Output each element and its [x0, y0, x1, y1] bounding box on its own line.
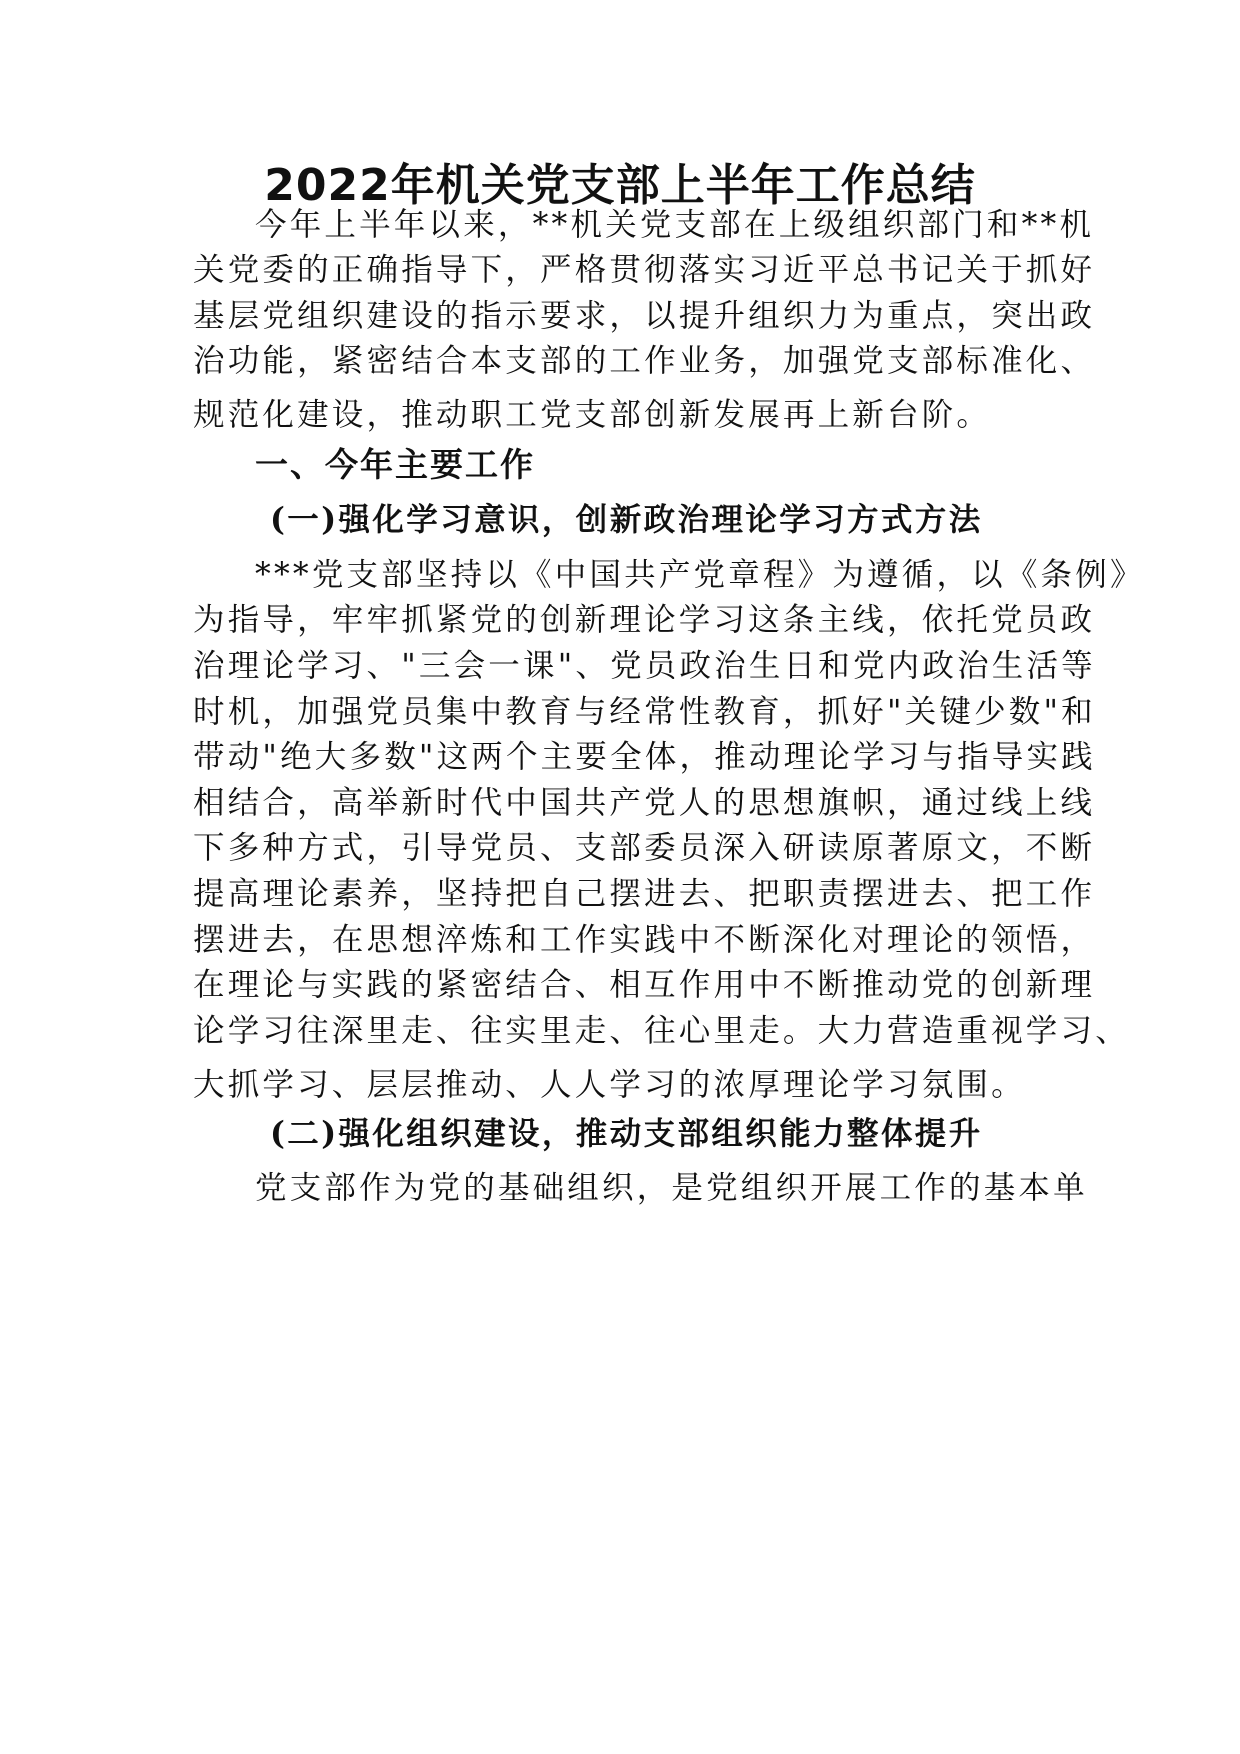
body-line: 论学习往深里走、往实里走、往心里走。大力营造重视学习、 [193, 1013, 1130, 1049]
body-line: 时机，加强党员集中教育与经常性教育，抓好"关键少数"和 [193, 694, 1096, 730]
body-line: 带动"绝大多数"这两个主要全体，推动理论学习与指导实践 [193, 739, 1096, 775]
intro-line: 规范化建设，推动职工党支部创新发展再上新台阶。 [193, 397, 992, 433]
document-title: 2022年机关党支部上半年工作总结 [264, 160, 976, 211]
body-line: 治理论学习、"三会一课"、党员政治生日和党内政治生活等 [193, 648, 1096, 684]
section-heading: 一、今年主要工作 [255, 445, 535, 484]
intro-line: 今年上半年以来，**机关党支部在上级组织部门和**机 [255, 207, 1095, 243]
body-line: 下多种方式，引导党员、支部委员深入研读原著原文，不断 [193, 830, 1096, 866]
body-line: 在理论与实践的紧密结合、相互作用中不断推动党的创新理 [193, 967, 1096, 1003]
intro-line: 关党委的正确指导下，严格贯彻落实习近平总书记关于抓好 [193, 252, 1096, 288]
body-line: 大抓学习、层层推动、人人学习的浓厚理论学习氛围。 [193, 1067, 1026, 1103]
intro-line: 基层党组织建设的指示要求，以提升组织力为重点，突出政 [193, 298, 1096, 334]
subsection-heading: (一)强化学习意识，创新政治理论学习方式方法 [270, 501, 983, 538]
body-line: 提高理论素养，坚持把自己摆进去、把职责摆进去、把工作 [193, 876, 1096, 912]
subsection-heading: (二)强化组织建设，推动支部组织能力整体提升 [270, 1115, 983, 1152]
body-line: ***党支部坚持以《中国共产党章程》为遵循，以《条例》 [255, 557, 1145, 593]
body-line: 党支部作为党的基础组织，是党组织开展工作的基本单 [255, 1170, 1088, 1206]
body-line: 摆进去，在思想淬炼和工作实践中不断深化对理论的领悟， [193, 922, 1096, 958]
body-line: 相结合，高举新时代中国共产党人的思想旗帜，通过线上线 [193, 785, 1096, 821]
intro-line: 治功能，紧密结合本支部的工作业务，加强党支部标准化、 [193, 343, 1096, 379]
body-line: 为指导，牢牢抓紧党的创新理论学习这条主线，依托党员政 [193, 602, 1096, 638]
